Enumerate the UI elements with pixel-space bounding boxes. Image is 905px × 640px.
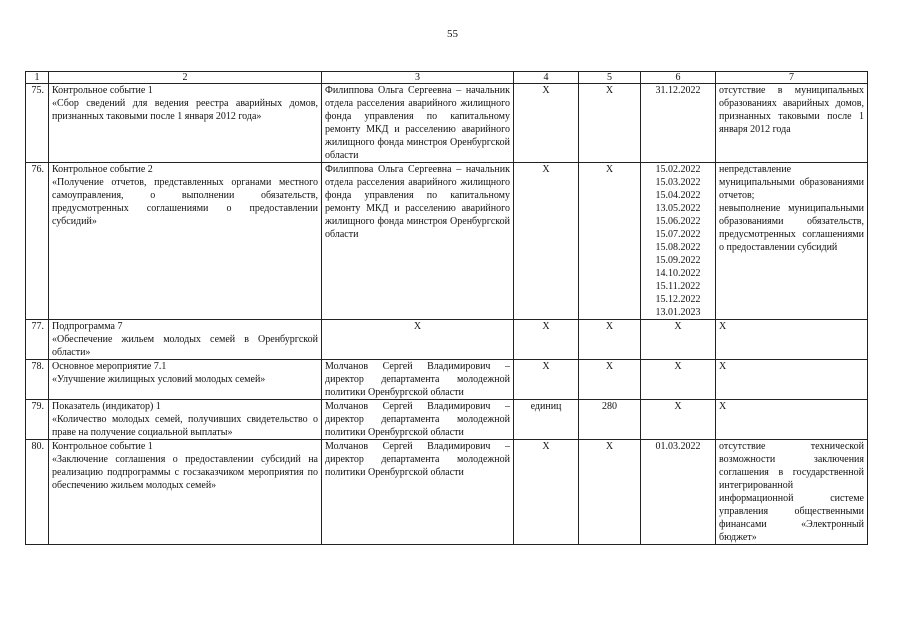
table-row <box>26 400 868 440</box>
date-value: 13.05.2022 <box>655 203 701 214</box>
value-cell: X <box>579 440 641 545</box>
column-header: 7 <box>716 72 868 84</box>
date-value: 01.03.2022 <box>655 441 701 452</box>
control-events-table <box>25 71 868 545</box>
table-row <box>26 163 868 320</box>
responsible-person: Филиппова Ольга Сергеевна – начальник отдела расселения аварийного жилищного фонда управления по капитальному ремонту МКД и расселению аварийного жилищного фонда минстроя Оренбургской области <box>322 163 514 320</box>
unit-cell: единиц <box>514 400 579 440</box>
value-cell: X <box>579 360 641 400</box>
unit-cell: X <box>514 163 579 320</box>
table-row <box>26 360 868 400</box>
date-value: 15.03.2022 <box>655 177 701 188</box>
event-name-cell <box>49 360 322 400</box>
event-name-line: Подпрограмма 7 <box>52 321 123 332</box>
date-value: X <box>674 321 682 332</box>
page-number: 55 <box>447 28 458 40</box>
unit-cell: X <box>514 84 579 163</box>
column-header: 4 <box>514 72 579 84</box>
dates-cell <box>641 360 716 400</box>
note-line: X <box>719 321 727 332</box>
date-value: 15.04.2022 <box>655 190 701 201</box>
column-header: 1 <box>26 72 49 84</box>
note-line: отсутствие технической возможности заключения соглашения в государственной интегрированной информационной системе управления общественными финансами «Электронный бюджет» <box>719 441 864 543</box>
row-number: 76. <box>26 163 49 320</box>
date-value: 15.06.2022 <box>655 216 701 227</box>
header-row <box>26 72 868 84</box>
responsible-person: Филиппова Ольга Сергеевна – начальник отдела расселения аварийного жилищного фонда управления по капитальному ремонту МКД и расселению аварийного жилищного фонда минстроя Оренбургской области <box>322 84 514 163</box>
event-name-line: Основное мероприятие 7.1 <box>52 361 167 372</box>
row-number: 78. <box>26 360 49 400</box>
event-name-line: «Получение отчетов, представленных органами местного самоуправления, о выполнении обязательств, предусмотренных соглашениями о предоставлении субсидий» <box>52 177 318 227</box>
table-row <box>26 320 868 360</box>
event-name-cell <box>49 84 322 163</box>
event-name-line: «Заключение соглашения о предоставлении субсидий на реализацию подпрограммы с госзаказчиком мероприятия по обеспечению жильем молодых семей» <box>52 454 318 491</box>
unit-cell: X <box>514 320 579 360</box>
value-cell: X <box>579 163 641 320</box>
dates-cell <box>641 84 716 163</box>
dates-cell <box>641 400 716 440</box>
date-value: 14.10.2022 <box>655 268 701 279</box>
responsible-person: Молчанов Сергей Владимирович – директор департамента молодежной политики Оренбургской области <box>322 400 514 440</box>
notes-cell <box>716 440 868 545</box>
event-name-line: «Количество молодых семей, получивших свидетельство о праве на получение социальной выплаты» <box>52 414 318 438</box>
event-name-line: «Улучшение жилищных условий молодых семей» <box>52 374 266 385</box>
table-row <box>26 440 868 545</box>
notes-cell <box>716 163 868 320</box>
responsible-person: Молчанов Сергей Владимирович – директор департамента молодежной политики Оренбургской области <box>322 440 514 545</box>
date-value: 31.12.2022 <box>655 85 701 96</box>
value-cell: X <box>579 320 641 360</box>
event-name-line: Контрольное событие 1 <box>52 441 153 452</box>
responsible-person: Молчанов Сергей Владимирович – директор департамента молодежной политики Оренбургской области <box>322 360 514 400</box>
date-value: 15.07.2022 <box>655 229 701 240</box>
unit-cell: X <box>514 360 579 400</box>
dates-cell <box>641 320 716 360</box>
table-row <box>26 84 868 163</box>
date-value: 15.12.2022 <box>655 294 701 305</box>
dates-cell <box>641 440 716 545</box>
note-line: непредставление муниципальными образованиями отчетов; <box>719 164 864 201</box>
event-name-line: «Сбор сведений для ведения реестра аварийных домов, признанных таковыми после 1 января 2012 года» <box>52 98 318 122</box>
event-name-line: Контрольное событие 2 <box>52 164 153 175</box>
note-line: невыполнение муниципальными образованиями обязательств, предусмотренных соглашениями о предоставлении субсидий <box>719 203 864 253</box>
event-name-cell <box>49 440 322 545</box>
event-name-line: Контрольное событие 1 <box>52 85 153 96</box>
date-value: 13.01.2023 <box>655 307 701 318</box>
note-line: X <box>719 361 727 372</box>
event-name-line: Показатель (индикатор) 1 <box>52 401 161 412</box>
event-name-cell <box>49 400 322 440</box>
date-value: X <box>674 361 682 372</box>
notes-cell <box>716 84 868 163</box>
date-value: X <box>674 401 682 412</box>
column-header: 2 <box>49 72 322 84</box>
column-header: 6 <box>641 72 716 84</box>
responsible-person: X <box>322 320 514 360</box>
date-value: 15.09.2022 <box>655 255 701 266</box>
notes-cell <box>716 400 868 440</box>
value-cell: X <box>579 84 641 163</box>
notes-cell <box>716 320 868 360</box>
row-number: 77. <box>26 320 49 360</box>
column-header: 5 <box>579 72 641 84</box>
unit-cell: X <box>514 440 579 545</box>
event-name-line: «Обеспечение жильем молодых семей в Оренбургской области» <box>52 334 318 358</box>
row-number: 75. <box>26 84 49 163</box>
row-number: 79. <box>26 400 49 440</box>
note-line: X <box>719 401 727 412</box>
date-value: 15.02.2022 <box>655 164 701 175</box>
value-cell: 280 <box>579 400 641 440</box>
date-value: 15.08.2022 <box>655 242 701 253</box>
event-name-cell <box>49 163 322 320</box>
column-header: 3 <box>322 72 514 84</box>
note-line: отсутствие в муниципальных образованиях аварийных домов, признанных таковыми после 1 января 2012 года <box>719 85 864 135</box>
dates-cell <box>641 163 716 320</box>
date-value: 15.11.2022 <box>655 281 701 292</box>
row-number: 80. <box>26 440 49 545</box>
event-name-cell <box>49 320 322 360</box>
notes-cell <box>716 360 868 400</box>
